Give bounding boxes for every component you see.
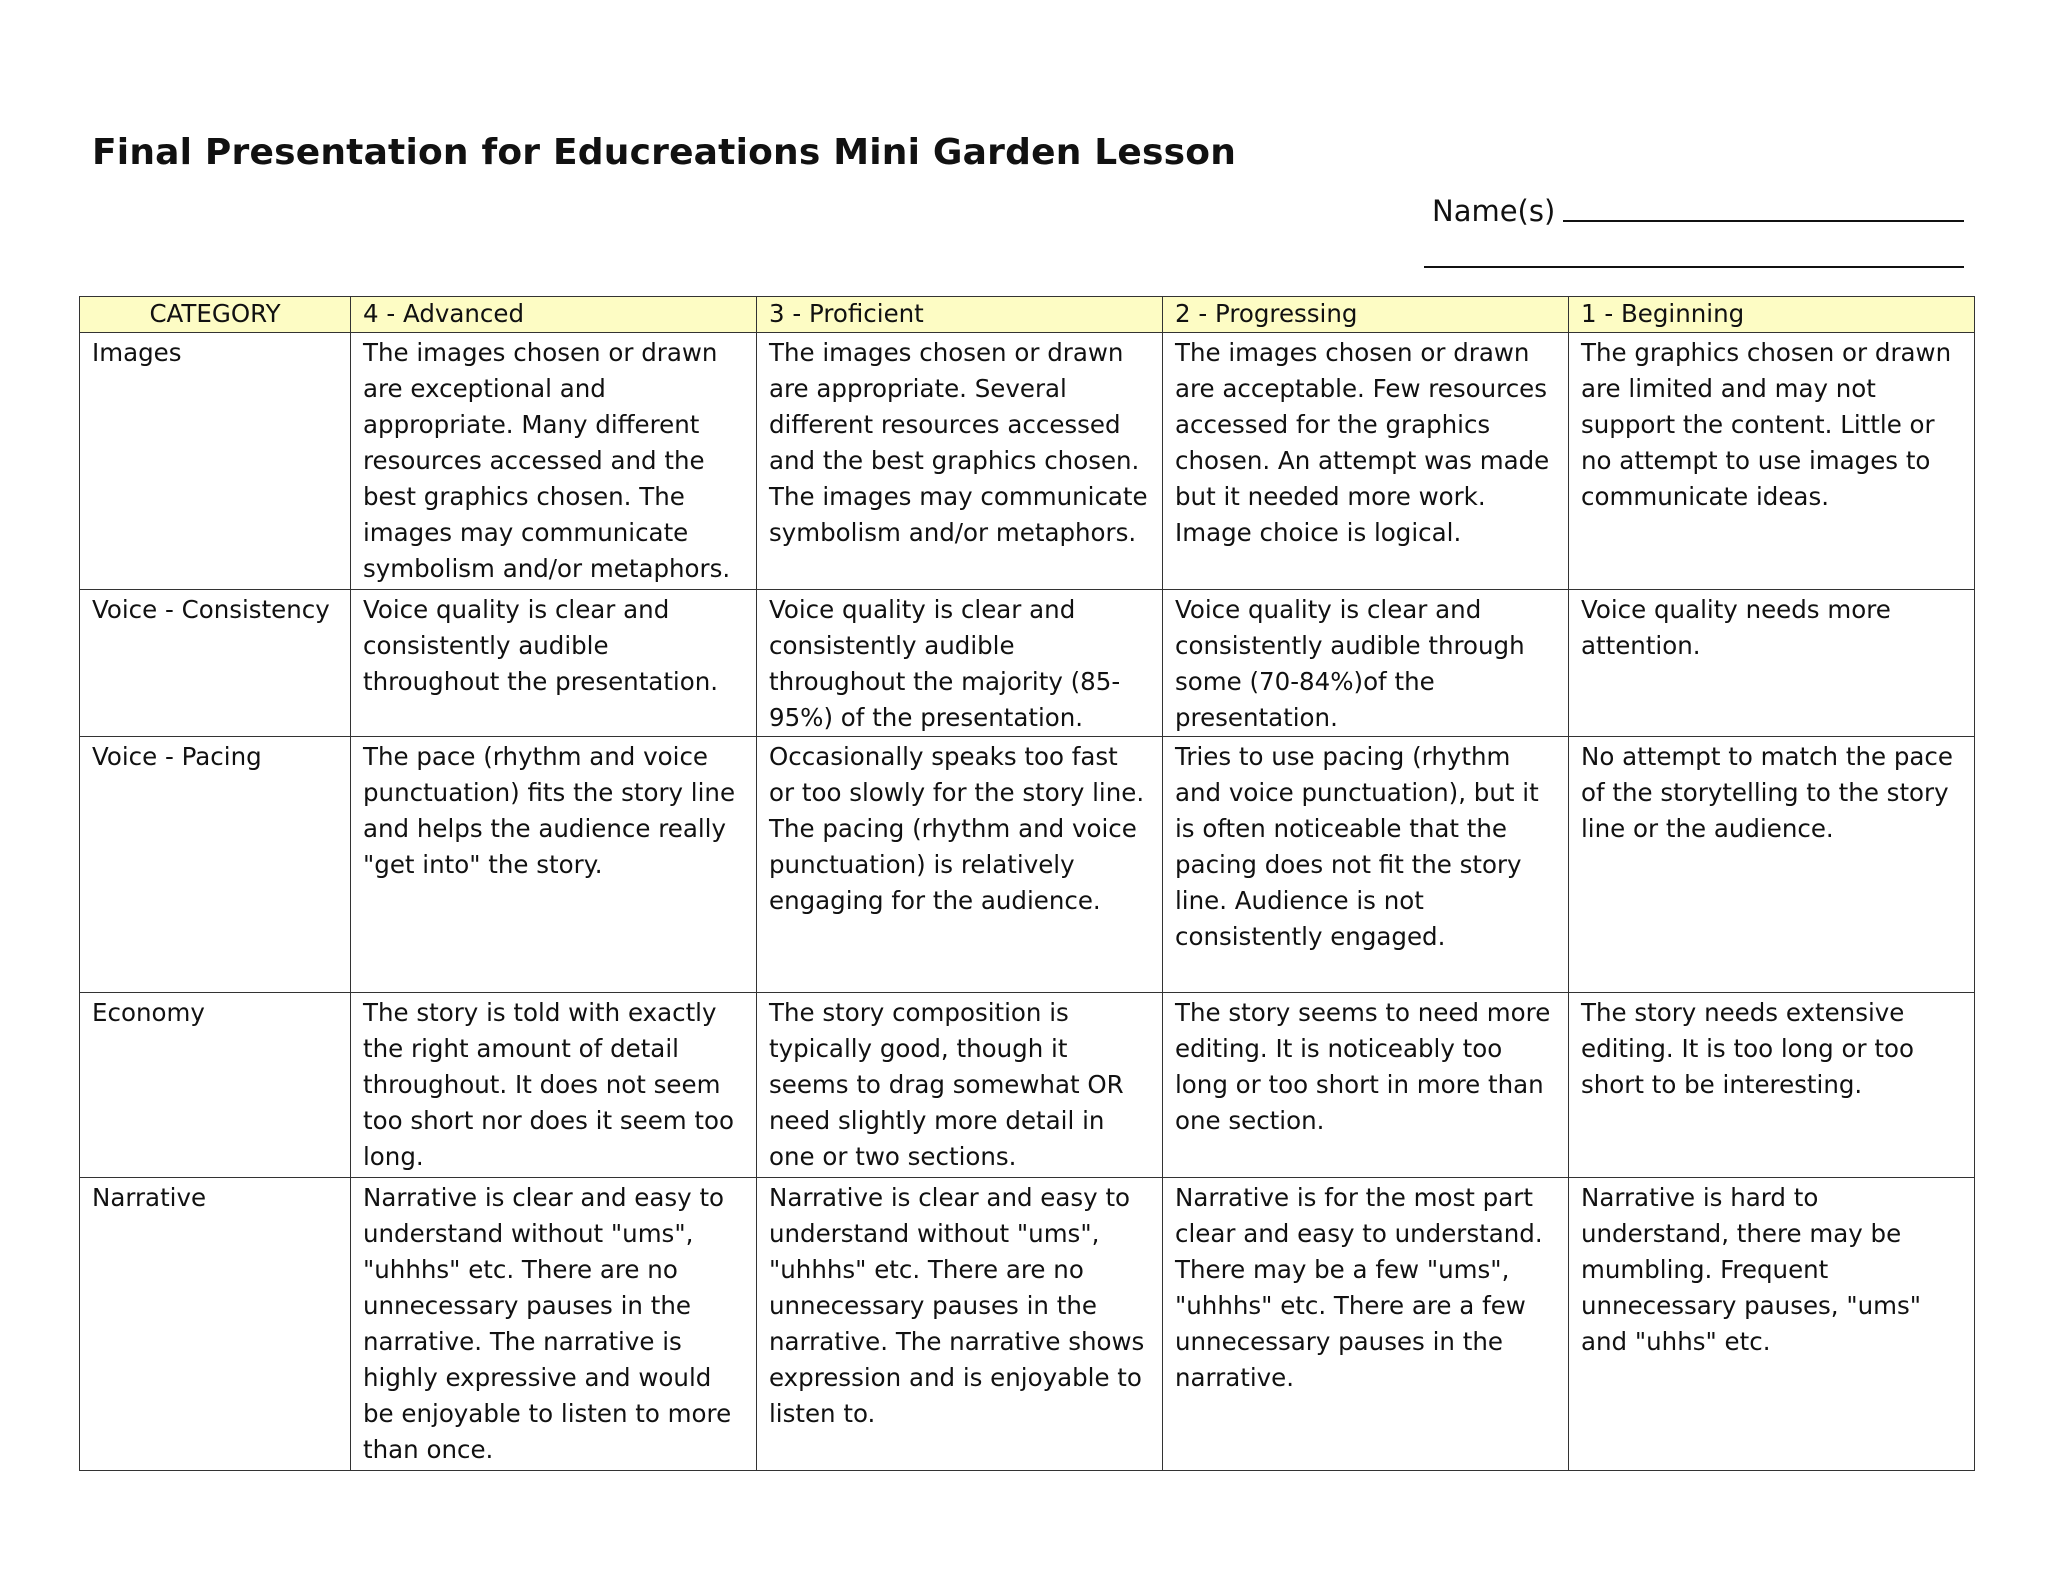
row-category: Voice - Pacing: [80, 737, 351, 993]
row-category: Narrative: [80, 1178, 351, 1471]
table-cell: The story needs extensive editing. It is too long or too short to be interesting.: [1569, 993, 1975, 1178]
rubric-table: [79, 296, 1975, 1471]
table-cell: Narrative is clear and easy to understand without "ums", "uhhhs" etc. There are no unnecessary pauses in the narrative. The narrative shows expression and is enjoyable to listen to.: [757, 1178, 1163, 1471]
table-cell: The images chosen or drawn are exceptional and appropriate. Many different resources accessed and the best graphics chosen. The images may communicate symbolism and/or metaphors.: [351, 333, 757, 590]
table-cell: The pace (rhythm and voice punctuation) fits the story line and helps the audience really "get into" the story.: [351, 737, 757, 993]
table-cell: Occasionally speaks too fast or too slowly for the story line. The pacing (rhythm and voice punctuation) is relatively engaging for the audience.: [757, 737, 1163, 993]
table-row: [80, 590, 1975, 737]
row-category: Economy: [80, 993, 351, 1178]
table-cell: The story seems to need more editing. It is noticeably too long or too short in more than one section.: [1163, 993, 1569, 1178]
table-cell: The graphics chosen or drawn are limited and may not support the content. Little or no attempt to use images to communicate ideas.: [1569, 333, 1975, 590]
table-cell: Voice quality is clear and consistently audible throughout the majority (85-95%) of the presentation.: [757, 590, 1163, 737]
name-label: Name(s): [1432, 194, 1556, 228]
table-cell: The story composition is typically good, though it seems to drag somewhat OR need slightly more detail in one or two sections.: [757, 993, 1163, 1178]
table-cell: Voice quality needs more attention.: [1569, 590, 1975, 737]
document-title: Final Presentation for Educreations Mini Garden Lesson: [92, 132, 1237, 173]
row-category: Images: [80, 333, 351, 590]
name-field: [1424, 180, 1964, 268]
table-row: [80, 1178, 1975, 1471]
header-category: CATEGORY: [80, 297, 351, 333]
table-cell: The story is told with exactly the right amount of detail throughout. It does not seem too short nor does it seem too long.: [351, 993, 757, 1178]
table-cell: Narrative is for the most part clear and easy to understand. There may be a few "ums", "uhhhs" etc. There are a few unnecessary pauses in the narrative.: [1163, 1178, 1569, 1471]
header-row: [80, 297, 1975, 333]
header-progressing: 2 - Progressing: [1163, 297, 1569, 333]
name-blank-line-1: [1563, 220, 1964, 222]
table-cell: Voice quality is clear and consistently audible throughout the presentation.: [351, 590, 757, 737]
table-cell: Tries to use pacing (rhythm and voice punctuation), but it is often noticeable that the pacing does not fit the story line. Audience is not consistently engaged.: [1163, 737, 1569, 993]
name-row: [1424, 180, 1964, 226]
table-cell: Narrative is clear and easy to understand without "ums", "uhhhs" etc. There are no unnecessary pauses in the narrative. The narrative is highly expressive and would be enjoyable to listen to more than once.: [351, 1178, 757, 1471]
row-category: Voice - Consistency: [80, 590, 351, 737]
header-proficient: 3 - Proficient: [757, 297, 1163, 333]
table-row: [80, 737, 1975, 993]
header-advanced: 4 - Advanced: [351, 297, 757, 333]
table-cell: The images chosen or drawn are acceptable. Few resources accessed for the graphics chosen. An attempt was made but it needed more work. Image choice is logical.: [1163, 333, 1569, 590]
table-row: [80, 993, 1975, 1178]
table-cell: The images chosen or drawn are appropriate. Several different resources accessed and the best graphics chosen. The images may communicate symbolism and/or metaphors.: [757, 333, 1163, 590]
table-cell: No attempt to match the pace of the storytelling to the story line or the audience.: [1569, 737, 1975, 993]
name-blank-line-2: [1424, 266, 1964, 268]
header-beginning: 1 - Beginning: [1569, 297, 1975, 333]
table-row: [80, 333, 1975, 590]
table-cell: Narrative is hard to understand, there may be mumbling. Frequent unnecessary pauses, "ums" and "uhhs" etc.: [1569, 1178, 1975, 1471]
table-cell: Voice quality is clear and consistently audible through some (70-84%)of the presentation.: [1163, 590, 1569, 737]
